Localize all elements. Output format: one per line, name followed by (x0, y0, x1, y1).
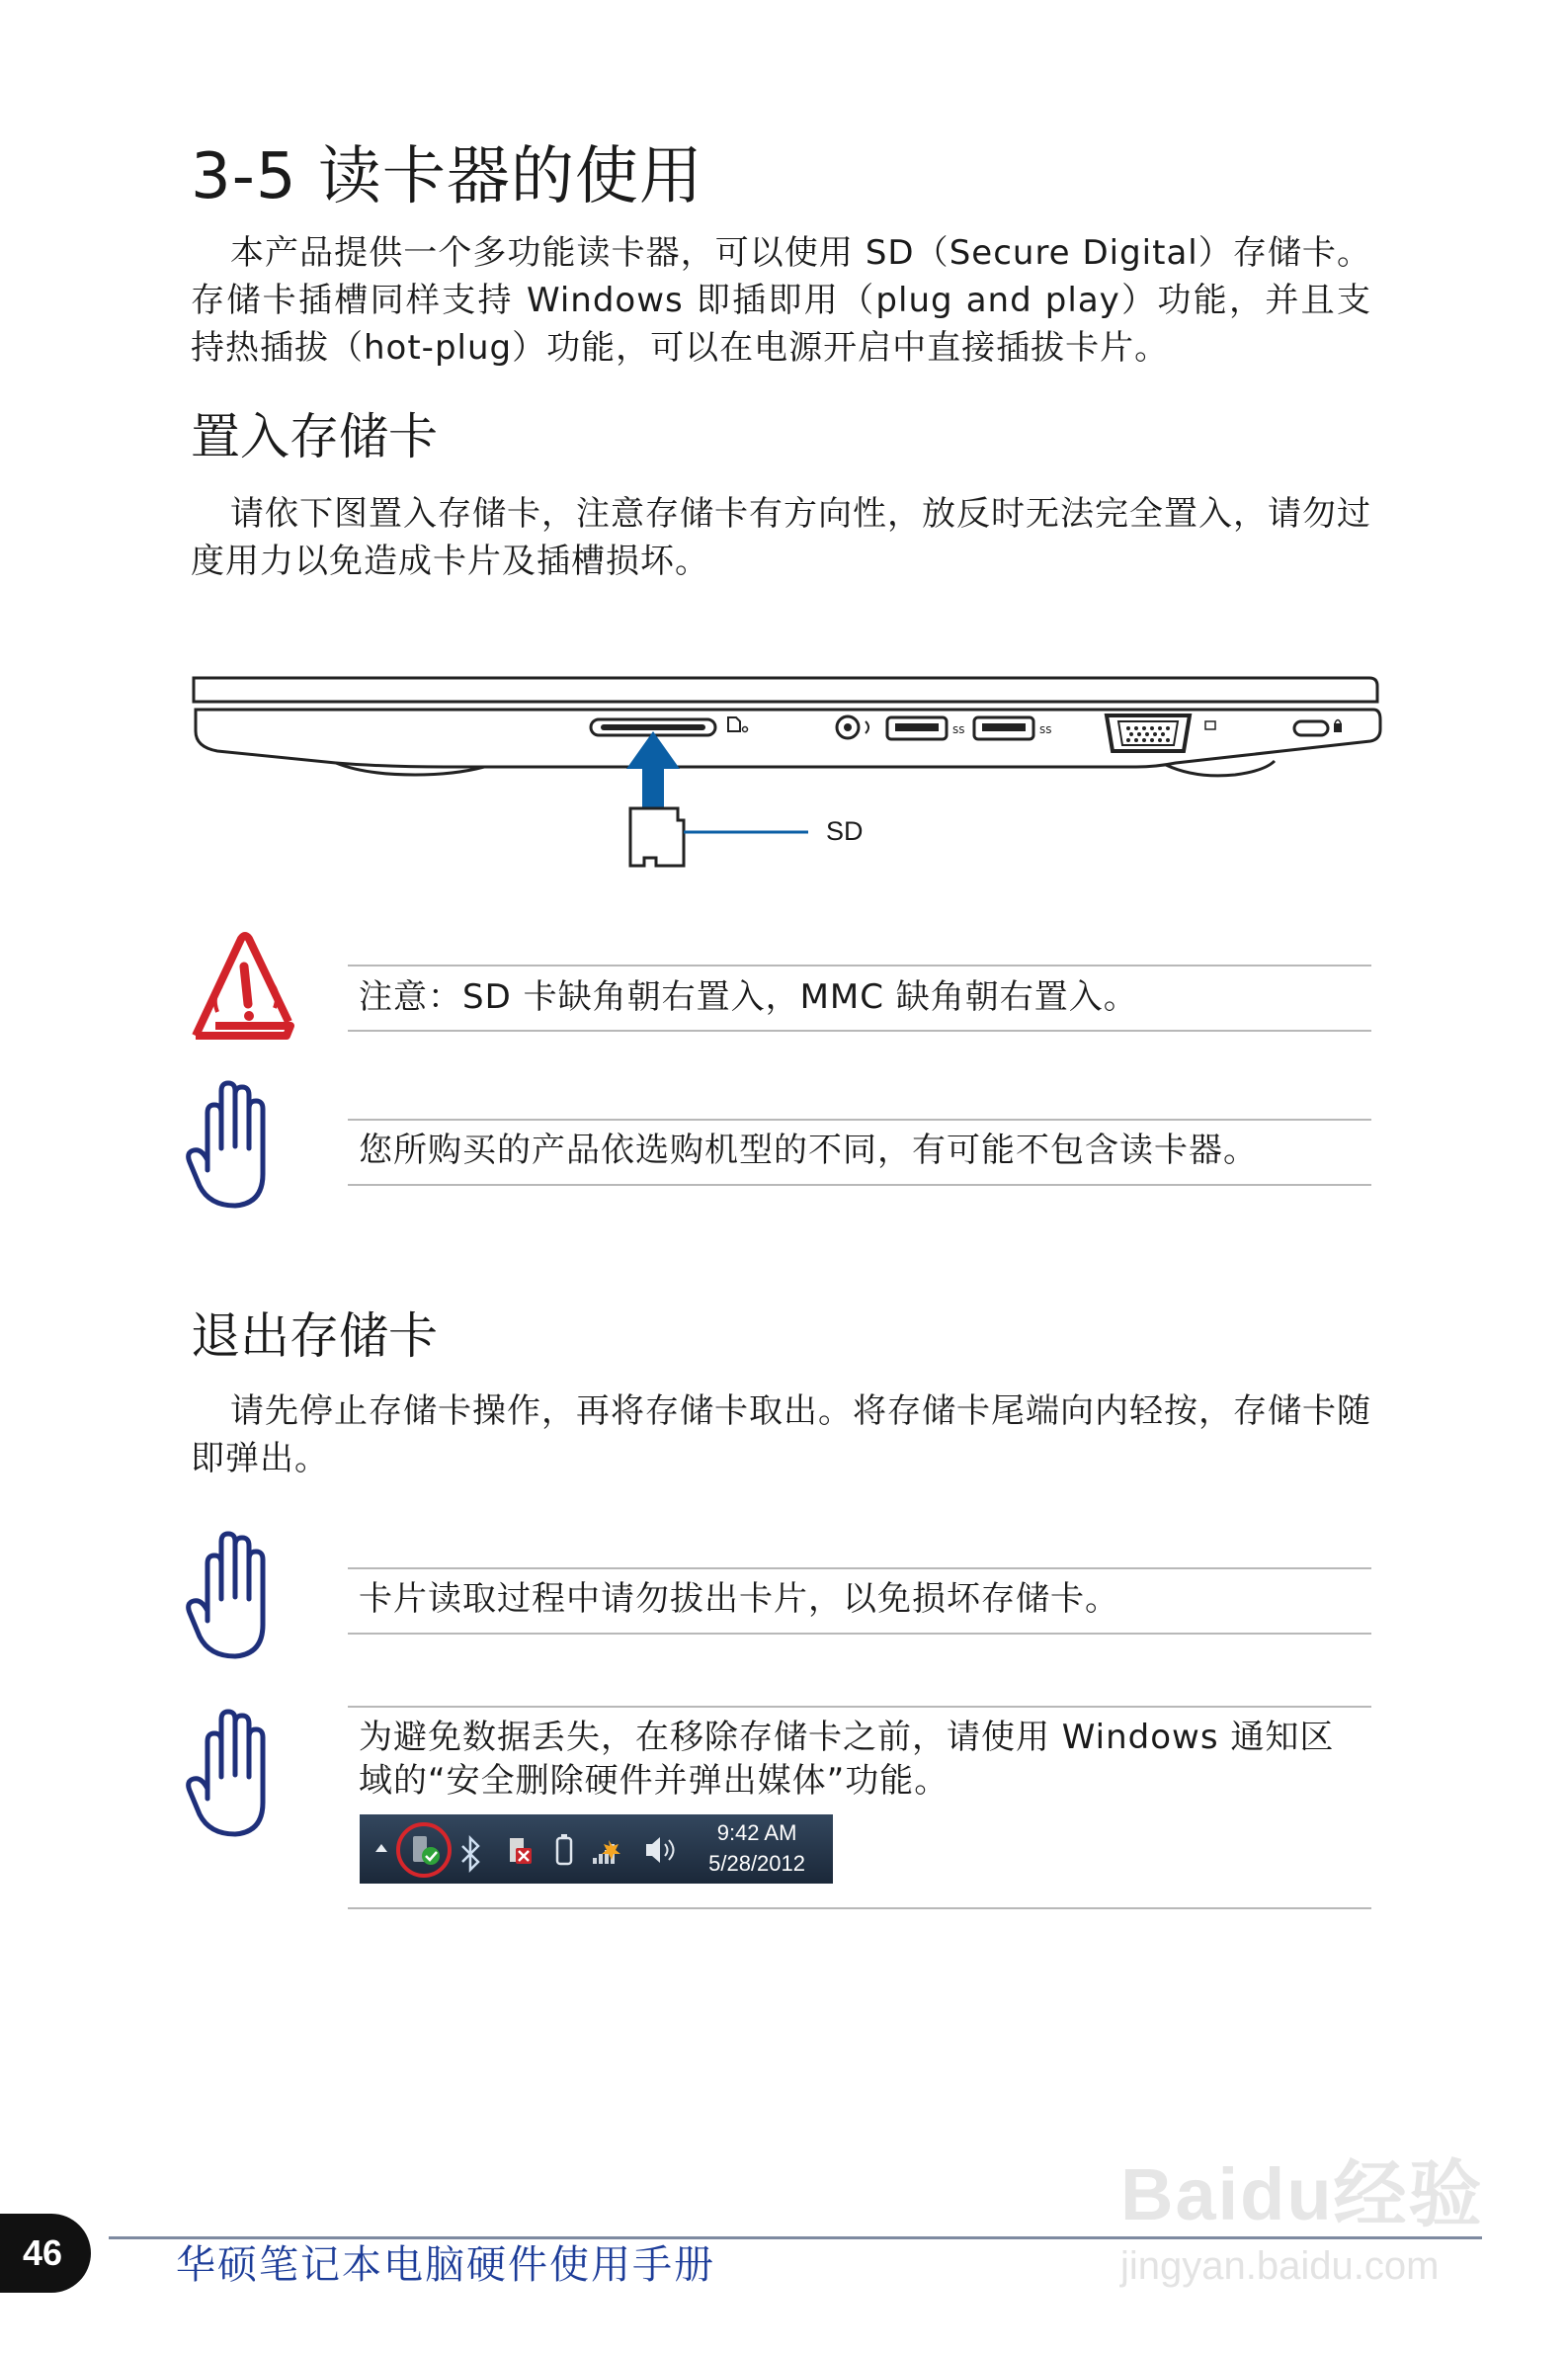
eject-paragraph: 请先停止存储卡操作，再将存储卡取出。将存储卡尾端向内轻按，存储卡随即弹出。 (191, 1391, 1371, 1478)
sd-slot-icon (728, 717, 740, 731)
baidu-watermark: Baidu经验 (1120, 2153, 1484, 2235)
taskbar-date: 5/28/2012 (708, 1851, 805, 1876)
volume-icon (646, 1837, 660, 1863)
sd-callout-label: SD (826, 816, 864, 846)
note-rule-top (348, 1119, 1371, 1121)
note-reader-optional-text: 您所购买的产品依选购机型的不同，有可能不包含读卡器。 (359, 1131, 1258, 1170)
hand-stop-icon (188, 1530, 283, 1664)
laptop-base (196, 710, 1380, 767)
bluetooth-icon (462, 1838, 478, 1870)
eject-heading: 退出存储卡 (191, 1307, 438, 1365)
footer-manual-title: 华硕笔记本电脑硬件使用手册 (176, 2242, 715, 2288)
insert-heading: 置入存储卡 (191, 408, 438, 465)
note-safely-remove-text: 为避免数据丢失，在移除存储卡之前，请使用 Windows 通知区域的“安全删除硬件并弹出媒体”功能。 (359, 1718, 1335, 1801)
hand-stop-icon (188, 1708, 283, 1842)
sd-card (630, 808, 684, 866)
page-title: 3-5 读卡器的使用 (191, 140, 703, 213)
battery-icon (557, 1838, 571, 1864)
note-rule-top (348, 1567, 1371, 1569)
note-rule-top (348, 1706, 1371, 1708)
taskbar-time: 9:42 AM (716, 1820, 797, 1845)
svg-text:ss: ss (1039, 722, 1052, 736)
show-hidden-icons-icon (375, 1844, 387, 1852)
laptop-side-diagram (188, 672, 1383, 880)
note-rule-bottom (348, 1907, 1371, 1909)
intro-paragraph: 本产品提供一个多功能读卡器，可以使用 SD（Secure Digital）存储卡。存储卡插槽同样支持 Windows 即插即用（plug and play）功能，并且支持热插拔（hot-plug）功能，可以在电源开启中直接插拔卡片。 (191, 233, 1371, 368)
monitor-icon (1205, 721, 1215, 729)
note-rule-bottom (348, 1184, 1371, 1186)
kensington-lock-slot (1294, 721, 1328, 735)
insert-paragraph: 请依下图置入存储卡，注意存储卡有方向性，放反时无法完全置入，请勿过度用力以免造成卡片及插槽损坏。 (191, 494, 1371, 581)
baidu-watermark-url: jingyan.baidu.com (1120, 2244, 1440, 2288)
note-rule-bottom (348, 1030, 1371, 1032)
lock-icon (1334, 723, 1342, 732)
note-rule-bottom (348, 1633, 1371, 1635)
note-warning-text: 注意：SD 卡缺角朝右置入，MMC 缺角朝右置入。 (359, 977, 1138, 1017)
warning-icon (188, 927, 294, 1048)
hand-stop-icon (188, 1079, 283, 1214)
note-no-remove-text: 卡片读取过程中请勿拔出卡片，以免损坏存储卡。 (359, 1579, 1119, 1619)
page-number: 46 (0, 2214, 91, 2293)
taskbar-clock (708, 1817, 805, 1879)
windows-notification-area (360, 1814, 833, 1884)
note-rule-top (348, 965, 1371, 966)
svg-text:ss: ss (952, 722, 965, 736)
laptop-lid (194, 678, 1377, 702)
